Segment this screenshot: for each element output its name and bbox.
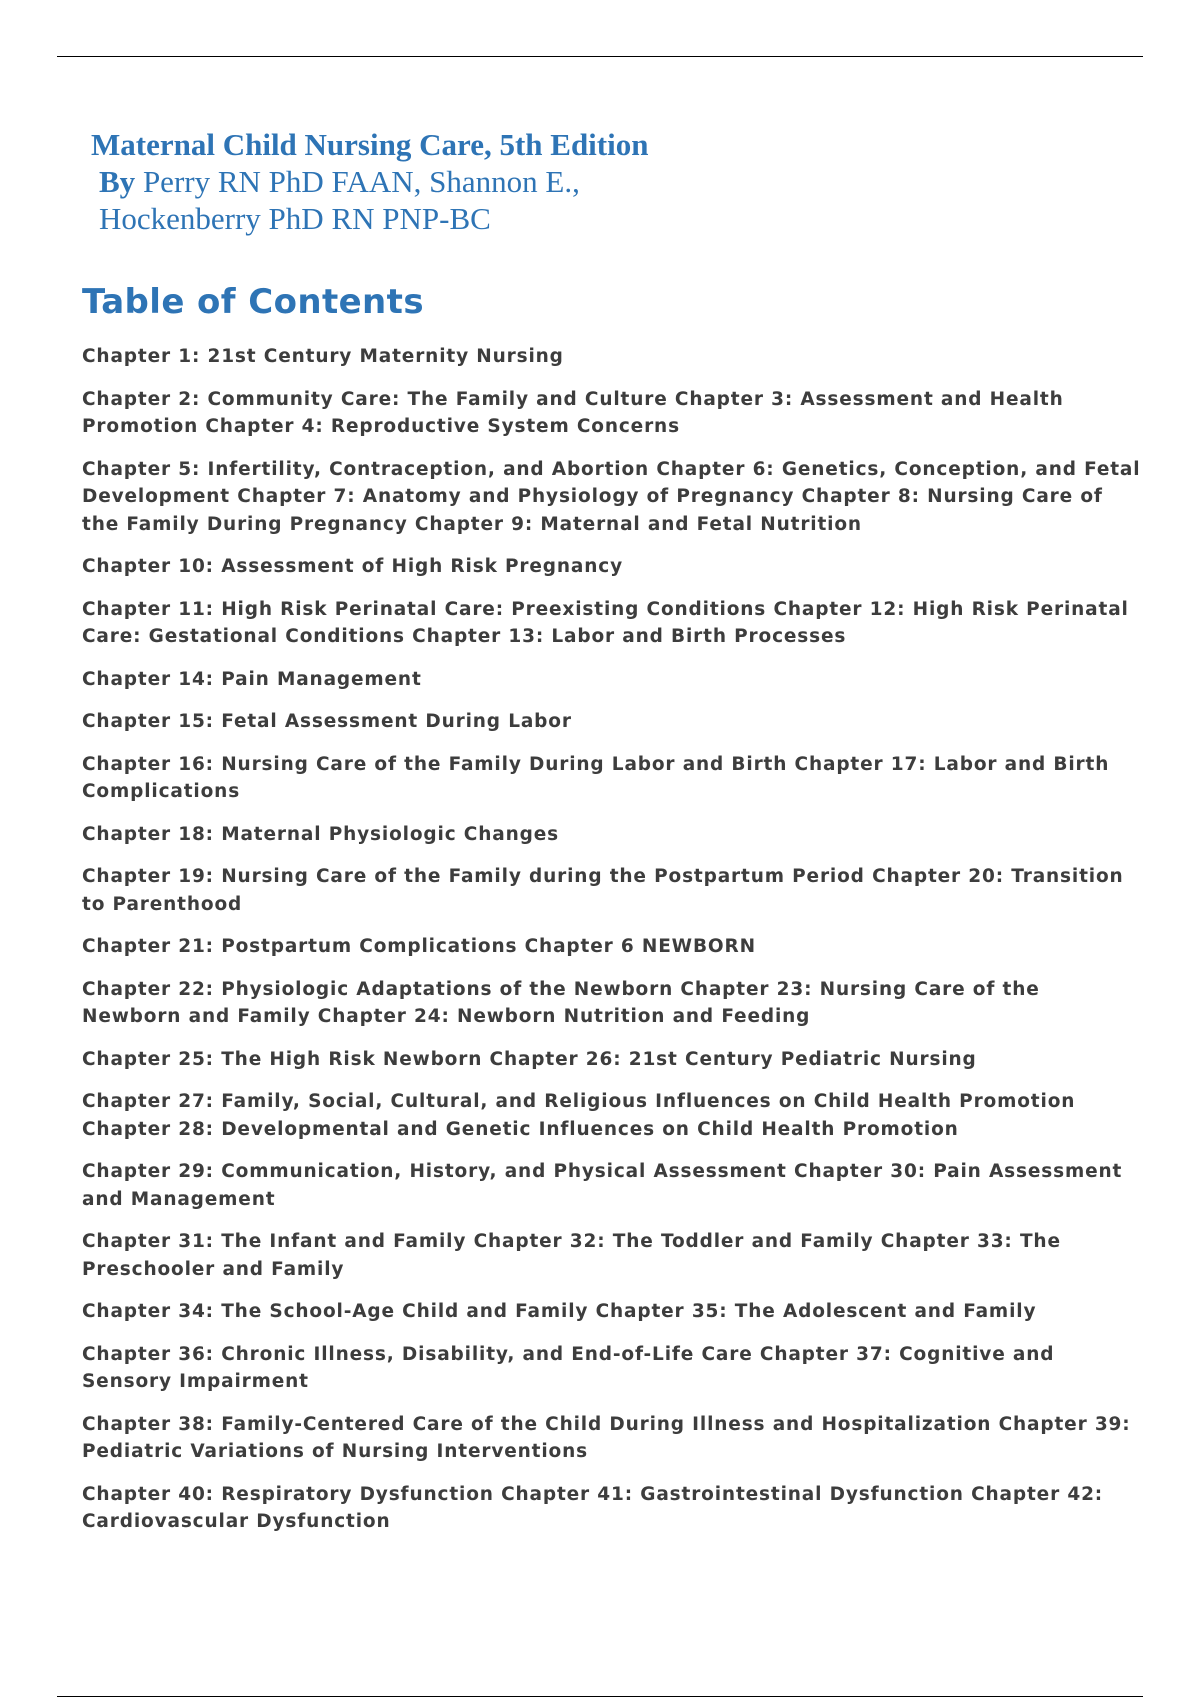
toc-entry: Chapter 29: Communication, History, and Physical Assessment Chapter 30: Pain Assessment and Management (82, 1161, 1123, 1210)
toc-entry: Chapter 25: The High Risk Newborn Chapter 26: 21st Century Pediatric Nursing (82, 1048, 977, 1070)
toc-entry: Chapter 10: Assessment of High Risk Pregnancy (82, 556, 623, 577)
toc-entry: Chapter 21: Postpartum Complications Chapter 6 NEWBORN (82, 936, 756, 957)
book-header (91, 126, 648, 237)
toc-entry: Chapter 22: Physiologic Adaptations of the Newborn Chapter 23: Nursing Care of the Newborn and Family Chapter 24: Newborn Nutrition and Feeding (82, 978, 1040, 1027)
toc-entry: Chapter 38: Family-Centered Care of the Child During Illness and Hospitalization Chapter 39: Pediatric Variations of Nursing Interventions (82, 1413, 1131, 1462)
toc-entry: Chapter 15: Fetal Assessment During Labor (82, 711, 572, 732)
toc-entry: Chapter 14: Pain Management (82, 668, 422, 690)
toc-entry: Chapter 16: Nursing Care of the Family During Labor and Birth Chapter 17: Labor and Birth Complications (82, 753, 1110, 802)
toc-entry: Chapter 40: Respiratory Dysfunction Chapter 41: Gastrointestinal Dysfunction Chapter 42: Cardiovascular Dysfunction (82, 1483, 1104, 1532)
by-label: By (99, 164, 136, 199)
book-author-line-1 (91, 163, 648, 200)
toc-heading: Table of Contents (82, 282, 424, 322)
toc-entry: Chapter 27: Family, Social, Cultural, and Religious Influences on Child Health Promotion Chapter 28: Developmental and Genetic Influences on Child Health Promotion (82, 1091, 1076, 1140)
toc-entry: Chapter 31: The Infant and Family Chapter 32: The Toddler and Family Chapter 33: The Preschooler and Family (82, 1231, 1061, 1280)
toc-entry: Chapter 18: Maternal Physiologic Changes (82, 823, 559, 845)
toc-entry: Chapter 1: 21st Century Maternity Nursing (82, 346, 564, 367)
bottom-rule (57, 1696, 1143, 1697)
toc-list (82, 343, 1144, 1551)
toc-entry: Chapter 34: The School-Age Child and Family Chapter 35: The Adolescent and Family (82, 1301, 1037, 1322)
toc-entry: Chapter 5: Infertility, Contraception, and Abortion Chapter 6: Genetics, Conception, and Fetal Development Chapter 7: Anatomy and Physiology of Pregnancy Chapter 8: Nursing Care of the Family During Pregnancy Chapter 9: Maternal and Fetal Nutrition (82, 458, 1141, 535)
toc-entry: Chapter 19: Nursing Care of the Family during the Postpartum Period Chapter 20: Transition to Parenthood (82, 866, 1124, 915)
book-title: Maternal Child Nursing Care, 5th Edition (91, 127, 649, 162)
toc-entry: Chapter 11: High Risk Perinatal Care: Preexisting Conditions Chapter 12: High Risk Perinatal Care: Gestational Conditions Chapter 13: Labor and Birth Processes (82, 598, 1129, 647)
top-rule (57, 56, 1143, 57)
book-author-line-2: Hockenberry PhD RN PNP-BC (99, 201, 491, 236)
toc-entry: Chapter 36: Chronic Illness, Disability, and End-of-Life Care Chapter 37: Cognitive and Sensory Impairment (82, 1343, 1055, 1392)
toc-entry: Chapter 2: Community Care: The Family and Culture Chapter 3: Assessment and Health Promotion Chapter 4: Reproductive System Concerns (82, 388, 1064, 437)
author-names-1: Perry RN PhD FAAN, Shannon E., (142, 164, 580, 199)
